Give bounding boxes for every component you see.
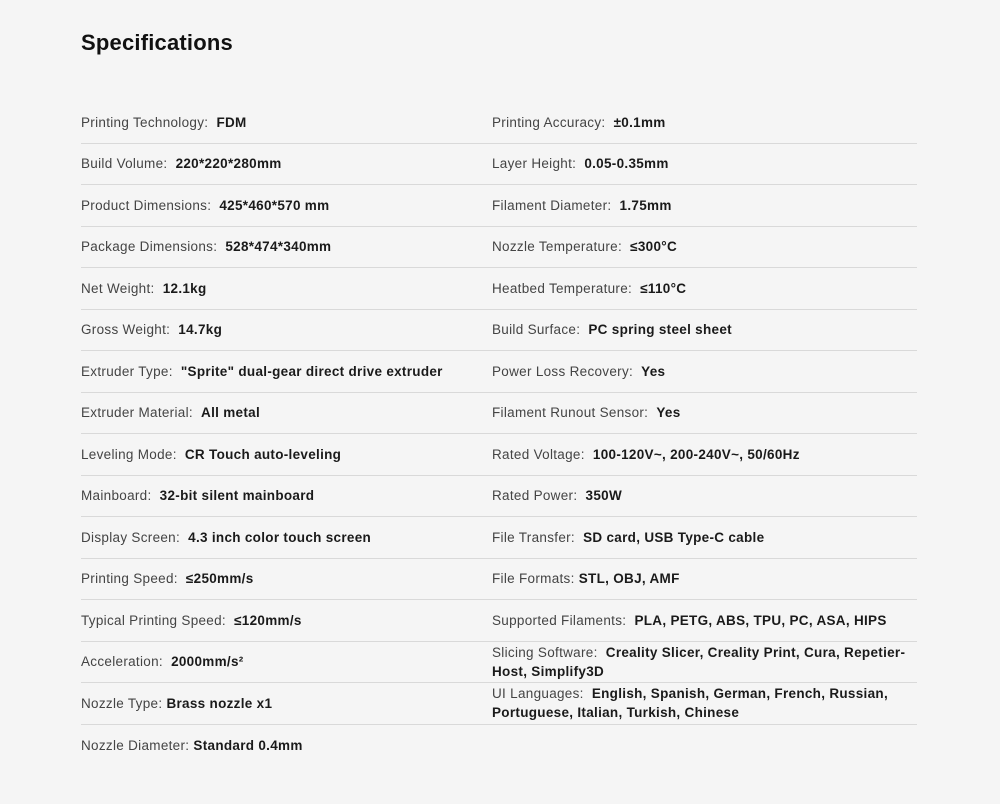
spec-label: File Formats: — [492, 571, 575, 587]
spec-value: Standard 0.4mm — [193, 737, 303, 753]
spec-value: ≤110°C — [640, 280, 687, 296]
spec-row — [492, 600, 917, 642]
spec-row — [81, 642, 492, 684]
spec-row — [492, 393, 917, 435]
spec-row — [492, 185, 917, 227]
spec-value: 0.05-0.35mm — [584, 156, 669, 172]
spec-value: ≤120mm/s — [234, 612, 302, 628]
spec-row — [81, 227, 492, 269]
spec-row — [81, 517, 492, 559]
spec-label: Extruder Type: — [81, 363, 173, 379]
spec-label: Build Volume: — [81, 156, 168, 172]
spec-value: CR Touch auto-leveling — [184, 446, 342, 462]
spec-label: File Transfer: — [492, 529, 575, 545]
spec-column-left — [81, 102, 492, 766]
spec-value: FDM — [216, 114, 247, 130]
spec-row — [81, 144, 492, 186]
spec-value: "Sprite" dual-gear direct drive extruder — [180, 363, 443, 379]
spec-label: Nozzle Temperature: — [492, 239, 623, 255]
spec-row — [81, 351, 492, 393]
spec-row — [81, 683, 492, 725]
spec-value: 220*220*280mm — [175, 156, 282, 172]
spec-value: PLA, PETG, ABS, TPU, PC, ASA, HIPS — [634, 612, 887, 628]
spec-row — [81, 434, 492, 476]
spec-row — [492, 476, 917, 518]
spec-label: Display Screen: — [81, 529, 181, 545]
spec-value: 4.3 inch color touch screen — [188, 529, 372, 545]
spec-label: Build Surface: — [492, 322, 581, 338]
spec-row — [492, 102, 917, 144]
spec-row — [492, 310, 917, 352]
spec-value: ±0.1mm — [613, 114, 666, 130]
spec-value: Yes — [656, 405, 681, 421]
spec-label: Rated Voltage: — [492, 446, 585, 462]
spec-row — [81, 393, 492, 435]
spec-value: 528*474*340mm — [225, 239, 332, 255]
spec-row — [492, 144, 917, 186]
spec-label: Product Dimensions: — [81, 197, 212, 213]
spec-value: ≤300°C — [630, 239, 678, 255]
spec-label: Supported Filaments: — [492, 612, 627, 628]
spec-label: Printing Technology: — [81, 114, 209, 130]
spec-label: Acceleration: — [81, 654, 163, 670]
spec-value: STL, OBJ, AMF — [578, 571, 680, 587]
spec-value: 32-bit silent mainboard — [159, 488, 315, 504]
spec-value: 425*460*570 mm — [219, 197, 330, 213]
spec-label: Rated Power: — [492, 488, 578, 504]
spec-row — [81, 185, 492, 227]
spec-value: 100-120V~, 200-240V~, 50/60Hz — [592, 446, 800, 462]
spec-row — [492, 683, 917, 725]
spec-label: Filament Diameter: — [492, 197, 612, 213]
spec-row — [492, 517, 917, 559]
spec-label: Printing Accuracy: — [492, 114, 606, 130]
spec-row — [81, 476, 492, 518]
spec-value: All metal — [201, 405, 261, 421]
spec-value: SD card, USB Type-C cable — [583, 529, 765, 545]
spec-value: Yes — [641, 363, 666, 379]
spec-label: Net Weight: — [81, 280, 155, 296]
spec-value: 12.1kg — [162, 280, 207, 296]
spec-label: Layer Height: — [492, 156, 577, 172]
spec-value: Creality Slicer, Creality Print, Cura, Repetier-Host, Simplify3D — [492, 644, 906, 679]
spec-label: Package Dimensions: — [81, 239, 218, 255]
spec-label: Gross Weight: — [81, 322, 171, 338]
spec-row — [492, 434, 917, 476]
spec-value: ≤250mm/s — [185, 571, 254, 587]
spec-row — [81, 600, 492, 642]
spec-value: 14.7kg — [178, 322, 223, 338]
spec-row — [492, 227, 917, 269]
spec-row — [81, 559, 492, 601]
spec-value: 2000mm/s² — [171, 654, 244, 670]
spec-value: 1.75mm — [619, 197, 672, 213]
spec-row — [492, 268, 917, 310]
spec-label: Nozzle Type: — [81, 695, 163, 711]
spec-label: UI Languages: — [492, 686, 584, 702]
spec-row — [81, 725, 492, 767]
spec-row — [492, 559, 917, 601]
spec-label: Leveling Mode: — [81, 446, 177, 462]
spec-label: Printing Speed: — [81, 571, 178, 587]
spec-value: 350W — [585, 488, 622, 504]
spec-label: Typical Printing Speed: — [81, 612, 226, 628]
spec-value: English, Spanish, German, French, Russian, Portuguese, Italian, Turkish, Chinese — [492, 686, 888, 721]
spec-label: Nozzle Diameter: — [81, 737, 190, 753]
spec-value: PC spring steel sheet — [588, 322, 732, 338]
spec-row — [81, 268, 492, 310]
spec-row — [81, 102, 492, 144]
spec-label: Mainboard: — [81, 488, 152, 504]
spec-label: Filament Runout Sensor: — [492, 405, 649, 421]
spec-row — [492, 642, 917, 684]
page-title: Specifications — [81, 30, 233, 55]
spec-label: Power Loss Recovery: — [492, 363, 634, 379]
spec-column-right — [492, 102, 917, 725]
spec-row — [81, 310, 492, 352]
spec-label: Extruder Material: — [81, 405, 193, 421]
spec-label: Heatbed Temperature: — [492, 280, 633, 296]
spec-row — [492, 351, 917, 393]
spec-value: Brass nozzle x1 — [166, 695, 273, 711]
spec-label: Slicing Software: — [492, 644, 598, 660]
